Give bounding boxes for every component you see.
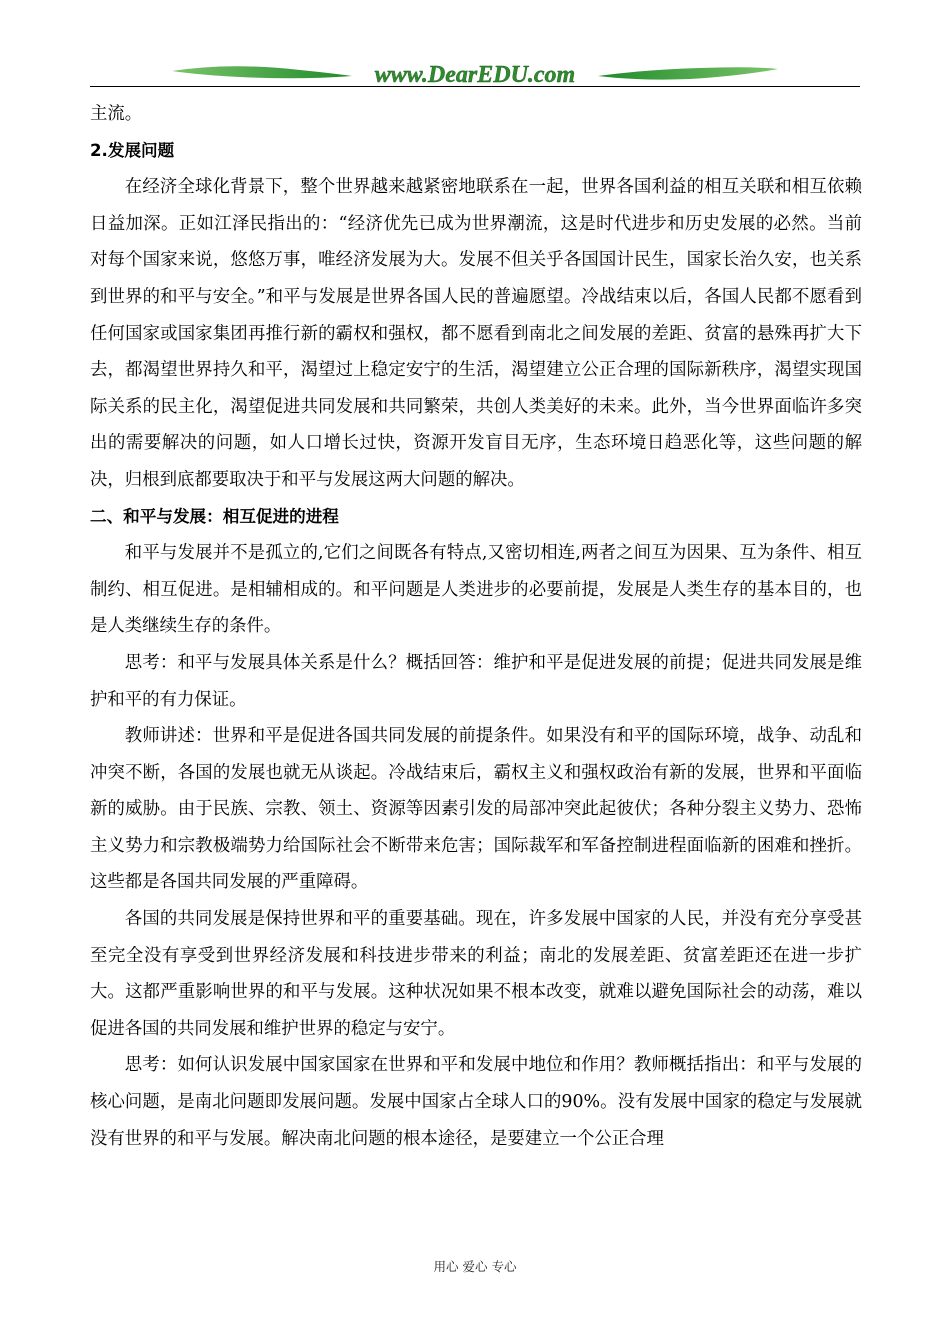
header-banner — [0, 0, 950, 95]
page-footer: 用心 爱心 专心 — [433, 1259, 517, 1274]
paragraph-common-development: 各国的共同发展是保持世界和平的重要基础。现在，许多发展中国家的人民，并没有充分享受甚至完全没有享受到世界经济发展和科技进步带来的利益；南北的发展差距、贫富差距还在进一步扩大。这都严重影响世界的和平与发展。这种状况如果不根本改变，就难以避免国际社会的动荡，难以促进各国的共同发展和维护世界的稳定与安宁。 — [90, 909, 862, 1039]
paragraph-think-2: 思考：如何认识发展中国家国家在世界和平和发展中地位和作用？教师概括指出：和平与发展的核心问题，是南北问题即发展问题。发展中国家占全球人口的90%。没有发展中国家的稳定与发展就没有世界的和平与发展。解决南北问题的根本途径，是要建立一个公正合理 — [90, 1055, 862, 1149]
paragraph-development: 在经济全球化背景下，整个世界越来越紧密地联系在一起，世界各国利益的相互关联和相互依赖日益加深。正如江泽民指出的：“经济优先已成为世界潮流，这是时代进步和历史发展的必然。当前对每个国家来说，悠悠万事，唯经济发展为大。发展不但关乎各国国计民生，国家长治久安，也关系到世界的和平与安全。”和平与发展是世界各国人民的普遍愿望。冷战结束以后，各国人民都不愿看到任何国家或国家集团再推行新的霸权和强权，都不愿看到南北之间发展的差距、贫富的悬殊再扩大下去，都渴望世界持久和平，渴望过上稳定安宁的生活，渴望建立公正合理的国际新秩序，渴望实现国际关系的民主化，渴望促进共同发展和共同繁荣，共创人类美好的未来。此外，当今世界面临许多突出的需要解决的问题，如人口增长过快，资源开发盲目无序，生态环境日趋恶化等，这些问题的解决，归根到底都要取决于和平与发展这两大问题的解决。 — [90, 177, 862, 490]
paragraph-think-1: 思考：和平与发展具体关系是什么？概括回答：维护和平是促进发展的前提；促进共同发展是维护和平的有力保证。 — [90, 652, 862, 710]
paragraph-teacher-narration: 教师讲述：世界和平是促进各国共同发展的前提条件。如果没有和平的国际环境，战争、动乱和冲突不断，各国的发展也就无从谈起。冷战结束后，霸权主义和强权政治有新的发展，世界和平面临新的威胁。由于民族、宗教、领土、资源等因素引发的局部冲突此起彼伏；各种分裂主义势力、恐怖主义势力和宗教极端势力给国际社会不断带来危害；国际裁军和军备控制进程面临新的困难和挫折。这些都是各国共同发展的严重障碍。 — [90, 726, 862, 893]
document-body — [90, 96, 862, 1157]
page-header — [0, 0, 950, 95]
left-leaf-swoosh — [172, 66, 352, 78]
header-rule — [90, 86, 860, 87]
section-heading-development: 2.发展问题 — [90, 140, 175, 160]
paragraph-continuation: 主流。 — [90, 104, 143, 124]
section-heading-peace-development: 二、和平与发展：相互促进的进程 — [90, 506, 339, 526]
right-leaf-swoosh — [598, 67, 778, 79]
header-logo-text: www.DearEDU.com — [374, 62, 576, 88]
paragraph-relationship: 和平与发展并不是孤立的,它们之间既各有特点,又密切相连,两者之间互为因果、互为条件、相互制约、相互促进。是相辅相成的。和平问题是人类进步的必要前提，发展是人类生存的基本目的，也是人类继续生存的条件。 — [90, 543, 862, 637]
